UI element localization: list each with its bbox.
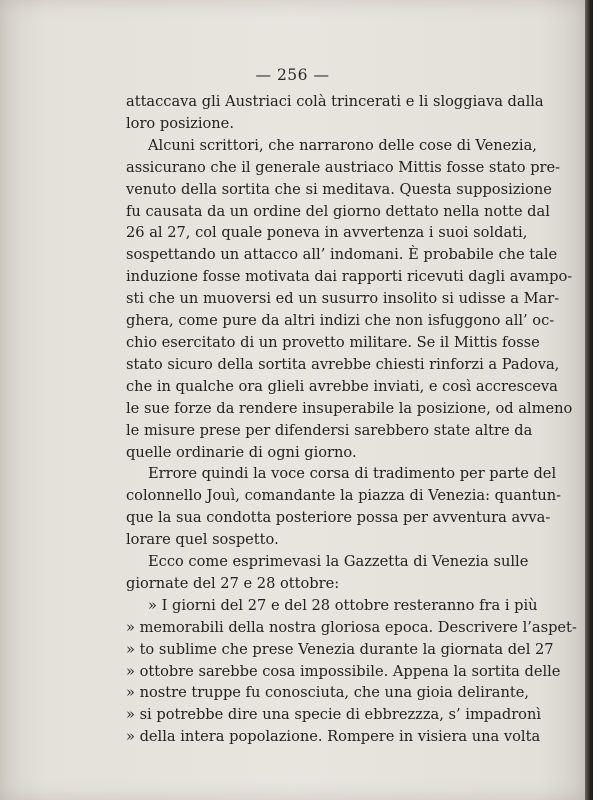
text-line: fu causata da un ordine del giorno dettato nella notte dal bbox=[126, 202, 550, 220]
quote-line: » nostre truppe fu conosciuta, che una gioia delirante, bbox=[126, 684, 530, 702]
text-line: loro posizione. bbox=[126, 114, 234, 132]
text-line: Alcuni scrittori, che narrarono delle cose di Venezia, bbox=[148, 136, 537, 154]
text-line: sospettando un attacco all’ indomani. È probabile che tale bbox=[126, 246, 558, 264]
text-line: le sue forze da rendere insuperabile la posizione, od almeno bbox=[126, 399, 573, 417]
page-text-body bbox=[126, 91, 577, 748]
paragraph bbox=[126, 463, 562, 551]
text-line: assicurano che il generale austriaco Mittis fosse stato pre- bbox=[126, 158, 561, 176]
text-line: Ecco come esprimevasi la Gazzetta di Venezia sulle bbox=[148, 553, 529, 571]
book-spine-edge bbox=[585, 0, 593, 800]
text-line: giornate del 27 e 28 ottobre: bbox=[126, 574, 340, 592]
paragraph bbox=[126, 91, 544, 135]
text-line: colonnello Jouì, comandante la piazza di Venezia: quantun- bbox=[126, 487, 562, 505]
quotation-paragraph bbox=[126, 595, 577, 748]
text-line: che in qualche ora glieli avrebbe inviati, e così accresceva bbox=[126, 377, 558, 395]
text-line: induzione fosse motivata dai rapporti ricevuti dagli avampo- bbox=[126, 268, 573, 286]
text-line: sti che un muoversi ed un susurro insolito si udisse a Mar- bbox=[126, 290, 560, 308]
text-line: attaccava gli Austriaci colà trincerati e li sloggiava dalla bbox=[126, 93, 544, 110]
quote-line: » della intera popolazione. Rompere in visiera una volta bbox=[126, 728, 541, 746]
quote-line: » to sublime che prese Venezia durante la giornata del 27 bbox=[126, 640, 554, 658]
page-number: — 256 — bbox=[255, 66, 330, 84]
paragraph bbox=[126, 135, 573, 464]
quote-line: » ottobre sarebbe cosa impossibile. Appena la sortita delle bbox=[126, 662, 561, 680]
text-line: que la sua condotta posteriore possa per avventura avva- bbox=[126, 509, 551, 527]
text-line: stato sicuro della sortita avrebbe chiesti rinforzi a Padova, bbox=[126, 355, 560, 373]
text-line: chio esercitato di un provetto militare. Se il Mittis fosse bbox=[126, 333, 540, 351]
text-line: le misure prese per difendersi sarebbero state altre da bbox=[126, 421, 533, 439]
text-line: venuto della sortita che si meditava. Questa supposizione bbox=[126, 180, 552, 198]
quote-line: » I giorni del 27 e del 28 ottobre resteranno fra i più bbox=[148, 596, 538, 614]
paragraph bbox=[126, 551, 529, 595]
quote-line: » memorabili della nostra gloriosa epoca. Descrivere l’aspet- bbox=[126, 618, 577, 636]
text-line: quelle ordinarie di ogni giorno. bbox=[126, 443, 357, 461]
text-line: lorare quel sospetto. bbox=[126, 531, 279, 549]
text-line: Errore quindi la voce corsa di tradimento per parte del bbox=[148, 465, 557, 483]
text-line: ghera, come pure da altri indizi che non isfuggono all’ oc- bbox=[126, 312, 555, 330]
text-line: 26 al 27, col quale poneva in avvertenza i suoi soldati, bbox=[126, 224, 528, 242]
quote-line: » si potrebbe dire una specie di ebbrezzza, s’ impadronì bbox=[126, 706, 542, 724]
